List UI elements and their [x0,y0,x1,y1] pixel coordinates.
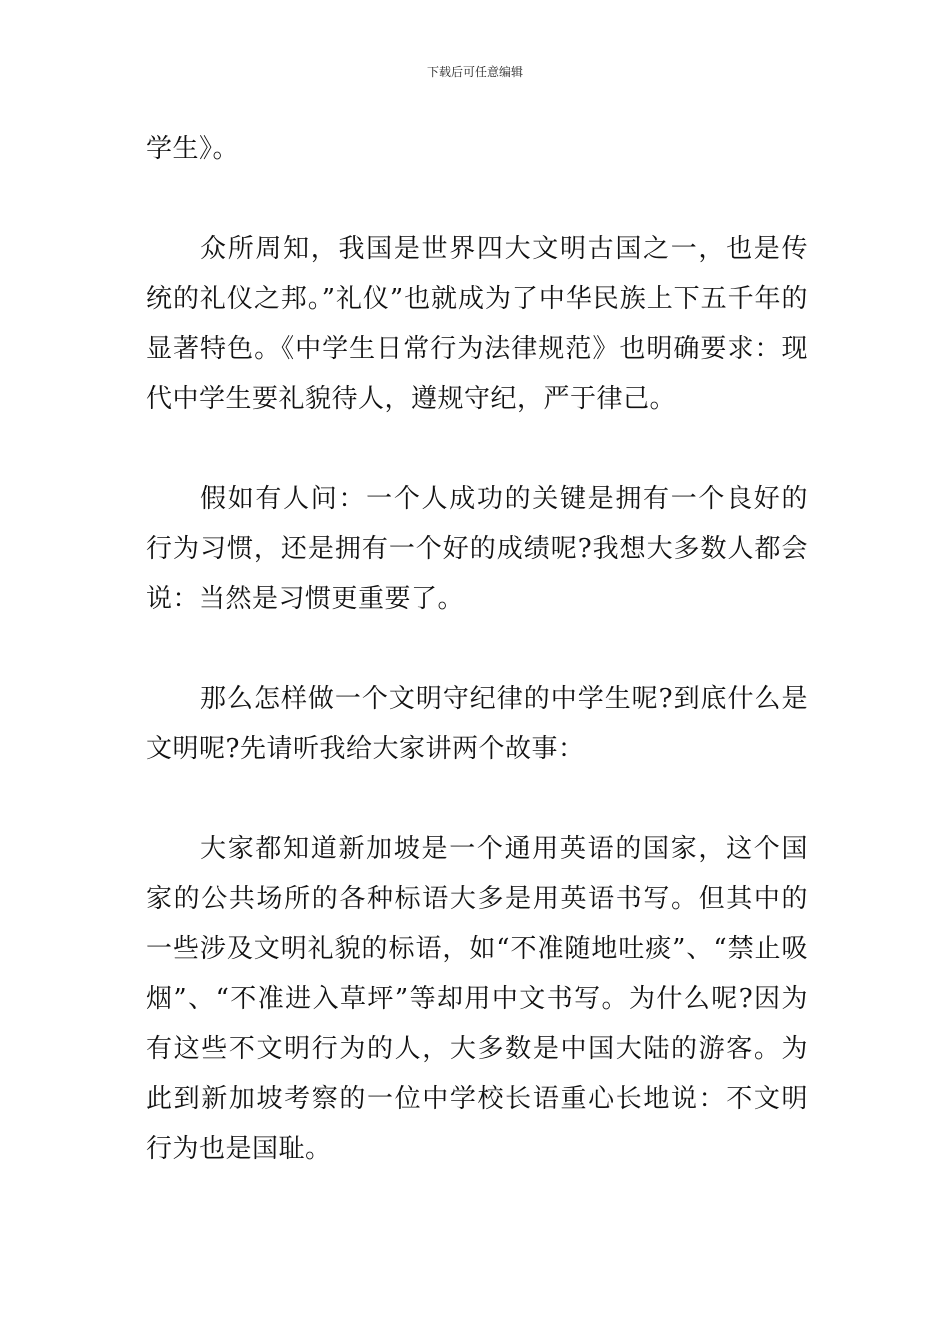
page-header: 下载后可任意编辑 [426,65,523,79]
paragraph-question: 那么怎样做一个文明守纪律的中学生呢?到底什么是文明呢?先请听我给大家讲两个故事： [146,684,808,764]
paragraph-continuation: 学生》。 [146,134,240,164]
paragraph-singapore-story: 大家都知道新加坡是一个通用英语的国家，这个国家的公共场所的各种标语大多是用英语书写。但其中的一些涉及文明礼貌的标语，如“不准随地吐痰”、“禁止吸烟”、“不准进入草坪”等却用中文书写。为什么呢?因为有这些不文明行为的人，大多数是中国大陆的游客。为此到新加坡考察的一位中学校长语重心长地说：不文明行为也是国耻。 [146,834,808,1164]
paragraph-habits: 假如有人问：一个人成功的关键是拥有一个良好的行为习惯，还是拥有一个好的成绩呢?我想大多数人都会说：当然是习惯更重要了。 [146,484,808,614]
paragraph-etiquette: 众所周知，我国是世界四大文明古国之一，也是传统的礼仪之邦。”礼仪”也就成为了中华民族上下五千年的显著特色。《中学生日常行为法律规范》也明确要求：现代中学生要礼貌待人，遵规守纪，严于律己。 [146,234,808,414]
document-body [146,124,808,1174]
